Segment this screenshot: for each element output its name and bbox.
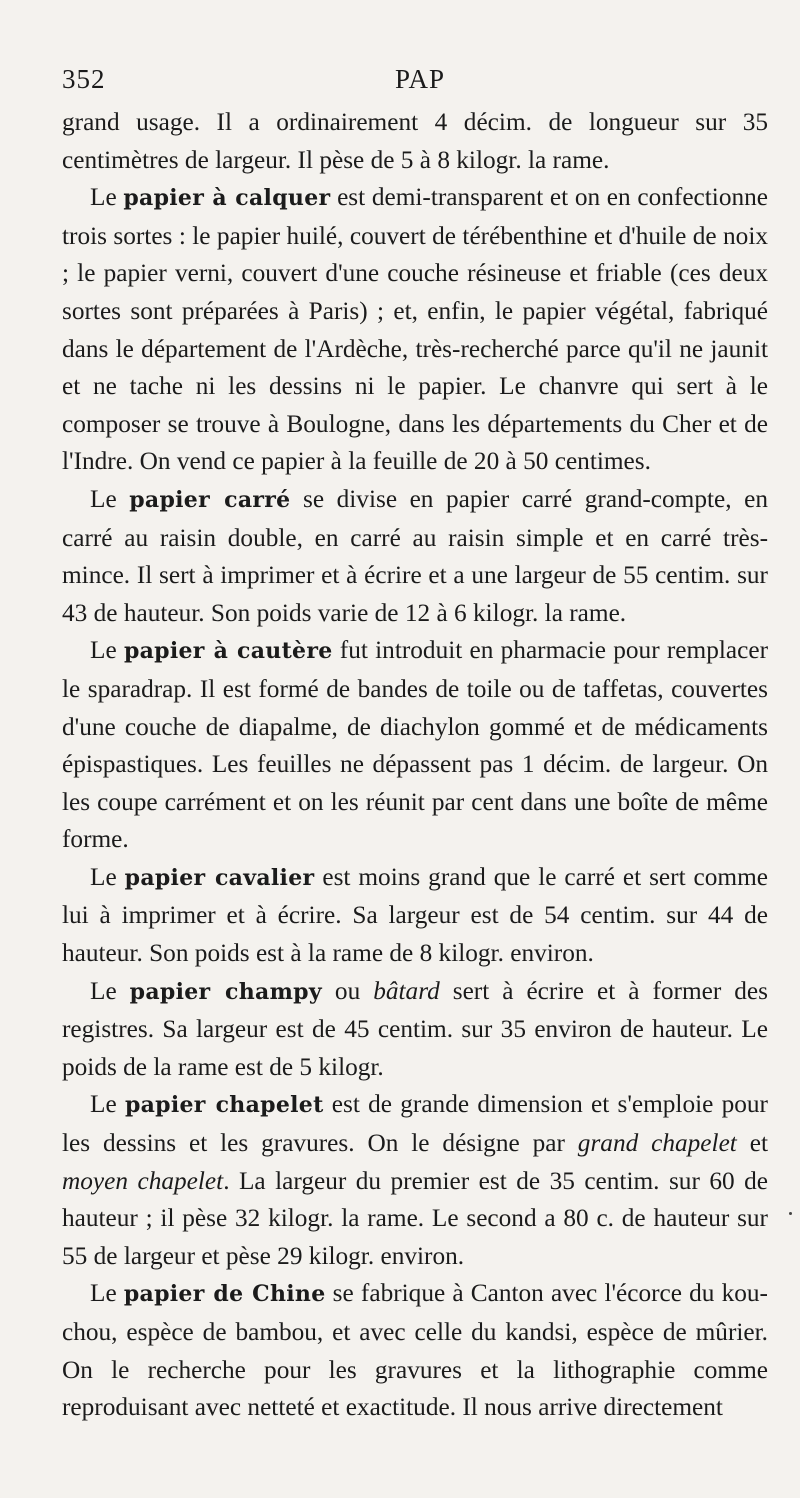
entry-term: papier champy xyxy=(129,978,322,1005)
paragraph-papier-carre xyxy=(62,481,768,632)
margin-speck xyxy=(789,1212,792,1215)
paragraph-connector: et xyxy=(736,1129,768,1158)
paragraph-lead: Le xyxy=(90,636,124,665)
paragraph-lead: Le xyxy=(90,862,125,891)
paragraph-text: . La largeur du premier est de 35 centim. sur 60 de hauteur ; il pèse 32 kilogr. la rame. Le second a 80 c. de hauteur sur 55 de largeur et pèse 29 kilogr. environ. xyxy=(62,1166,768,1270)
paragraph-text: se divise en papier carré grand-compte, en carré au raisin double, en carré au raisin simple et en carré très-mince. Il sert à imprimer et à écrire et a une largeur de 55 centim. sur 43 de hauteur. Son poids varie de 12 à 6 kilogr. la rame. xyxy=(62,484,768,627)
italic-term: moyen chapelet xyxy=(62,1166,224,1195)
italic-term: bâtard xyxy=(373,976,440,1005)
paragraph-papier-champy xyxy=(62,973,768,1087)
paragraph-papier-chapelet xyxy=(62,1086,768,1275)
page-header xyxy=(62,60,768,104)
paragraph-lead: Le xyxy=(90,1279,124,1308)
paragraph-papier-de-chine xyxy=(62,1275,768,1426)
italic-term: grand chapelet xyxy=(577,1129,737,1158)
paragraph-text: fut introduit en pharmacie pour remplacer le sparadrap. Il est formé de bandes de toile ou de taffetas, couvertes d'une couche de diapalme, de diachylon gommé et de médicaments épispastiques. Les feuilles ne dépassent pas 1 décim. de largeur. On les coupe carrément et on les réunit par cent dans une boîte de même forme. xyxy=(62,636,768,854)
page-number: 352 xyxy=(62,64,106,94)
paragraph-text: est de grande dimension et s'emploie pour les dessins et les gravures. On le désigne par xyxy=(62,1090,768,1158)
paragraph-papier-a-cautere xyxy=(62,632,768,859)
paragraph-text: se fabrique à Canton avec l'écorce du kou-chou, espèce de bambou, et avec celle du kandsi, espèce de mûrier. On le recherche pour les gravures et la lithographie comme reproduisant avec netteté et exactitude. Il nous arrive directement xyxy=(62,1279,768,1422)
entry-term: papier carré xyxy=(129,486,291,513)
paragraph-papier-a-calquer xyxy=(62,179,768,481)
paragraph-connector: ou xyxy=(321,976,374,1005)
running-head: PAP xyxy=(395,64,446,94)
paragraph-lead: Le xyxy=(90,976,130,1005)
paragraph-text: sert à écrire et à former des registres. Sa largeur est de 45 centim. sur 35 environ de hauteur. Le poids de la rame est de 5 kilogr. xyxy=(62,976,768,1081)
entry-term: papier de Chine xyxy=(123,1281,326,1308)
paragraph-lead: Le xyxy=(90,484,130,513)
entry-term: papier à cautère xyxy=(123,638,333,665)
paragraph-lead: Le xyxy=(90,183,124,212)
paragraph-papier-cavalier xyxy=(62,859,768,973)
entry-term: papier chapelet xyxy=(124,1092,324,1119)
entry-term: papier à calquer xyxy=(123,185,331,212)
paragraph-text: est moins grand que le carré et sert comme lui à imprimer et à écrire. Sa largeur est de 54 centim. sur 44 de hauteur. Son poids est à la rame de 8 kilogr. environ. xyxy=(62,862,769,968)
paragraph-continuation xyxy=(62,104,768,179)
paragraph-text: est demi-transparent et on en confectionne trois sortes : le papier huilé, couvert de térébenthine et d'huile de noix ; le papier verni, couvert d'une couche résineuse et friable (ces deux sortes sont préparées à Paris) ; et, enfin, le papier végétal, fabriqué dans le département de l'Ardèche, très-recherché parce qu'il ne jaunit et ne tache ni les dessins ni le papier. Le chanvre qui sert à le composer se trouve à Boulogne, dans les départements du Cher et de l'Indre. On vend ce papier à la feuille de 20 à 50 centimes. xyxy=(62,183,768,476)
paragraph-lead: Le xyxy=(90,1090,125,1119)
entry-term: papier cavalier xyxy=(124,864,315,891)
paragraph-text: grand usage. Il a ordinairement 4 décim. de longueur sur 35 centimètres de largeur. Il pèse de 5 à 8 kilogr. la rame. xyxy=(62,108,768,174)
body-text xyxy=(62,104,768,1427)
